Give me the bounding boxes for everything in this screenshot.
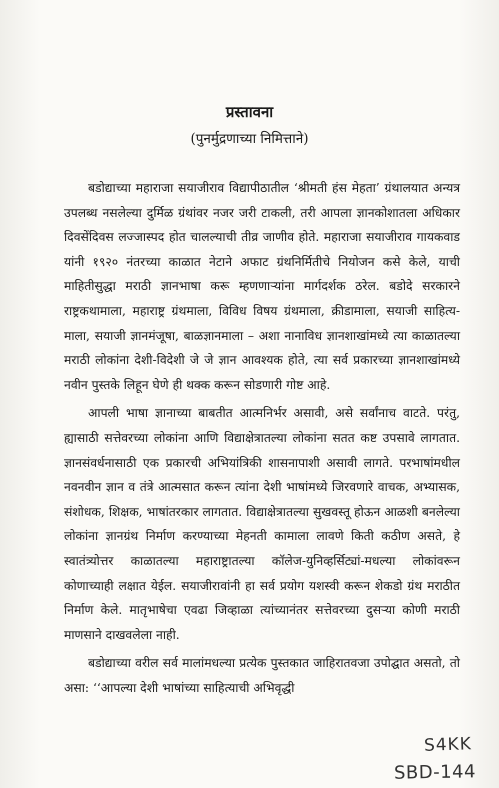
handwritten-code-1: S4KK: [423, 734, 473, 756]
page-title: प्रस्तावना: [225, 103, 274, 121]
handwritten-code-2: SBD-144: [393, 761, 477, 784]
show-through-text: [277, 62, 477, 134]
paragraph-2: आपली भाषा ज्ञानाच्या बाबतीत आत्मनिर्भर असावी, असे सर्वांनाच वाटते. परंतु, ह्यासाठी सत्तेवरच्या लोकांना आणि विद्याक्षेत्रातल्या लोकांना सतत कष्ट उपसावे लागतात. ज्ञानसंवर्धनासाठी एक प्रकारची अभियांत्रिकी शासनापाशी असावी लागते. परभाषांमधील नवनवीन ज्ञान व तंत्रे आत्मसात करून त्यांना देशी भाषांमध्ये जिरवणारे वाचक, अभ्यासक, संशोधक, शिक्षक, भाषांतरकार लागतात. विद्याक्षेत्रातल्या सुखवस्तू होऊन आळशी बनलेल्या लोकांना ज्ञानग्रंथ निर्माण करण्याच्या मेहनती कामाला लावणे किती कठीण असते, हे स्वातंत्र्योत्तर काळातल्या महाराष्ट्रातल्या कॉलेज-युनिव्हर्सिट्यां-मधल्या लोकांवरून कोणाच्याही लक्षात येईल. सयाजीरावांनी हा सर्व प्रयोग यशस्वी करून शेकडो ग्रंथ मराठीत निर्माण केले. मातृभाषेचा एवढा जिव्हाळा त्यांच्यानंतर सत्तेवरच्या दुसऱ्या कोणी मराठी माणसाने दाखवलेला नाही.: [64, 406, 460, 642]
body-text: [64, 176, 460, 700]
page-subtitle: (पुनर्मुद्रणाच्या निमित्ताने): [190, 131, 309, 147]
paragraph-1: बडोद्याच्या महाराजा सयाजीराव विद्यापीठातील ‘श्रीमती हंस मेहता’ ग्रंथालयात अन्यत्र उपलब्ध नसलेल्या दुर्मिळ ग्रंथांवर नजर जरी टाकली, तरी आपला ज्ञानकोशातला अधिकार दिवसेंदिवस लज्जास्पद होत चालल्याची तीव्र जाणीव होते. महाराजा सयाजीराव गायकवाड यांनी १९२० नंतरच्या काळात नेटाने अफाट ग्रंथनिर्मितीचे नियोजन कसे केले, याची माहितीसुद्धा मराठी ज्ञानभाषा करू म्हणणाऱ्यांना मार्गदर्शक ठरेल. बडोदे सरकारने राष्ट्रकथामाला, महाराष्ट्र ग्रंथमाला, विविध विषय ग्रंथमाला, क्रीडामाला, सयाजी साहित्य-माला, सयाजी ज्ञानमंजूषा, बाळज्ञानमाला – अशा नानाविध ज्ञानशाखांमध्ये त्या काळातल्या मराठी लोकांना देशी-विदेशी जे जे ज्ञान आवश्यक होते, त्या सर्व प्रकारच्या ज्ञानशाखांमध्ये नवीन पुस्तके लिहून घेणे ही थक्क करून सोडणारी गोष्ट आहे.: [64, 181, 460, 392]
paragraph-3: बडोद्याच्या वरील सर्व मालांमधल्या प्रत्येक पुस्तकात जाहिरातवजा उपोद्घात असतो, तो असा: ‘‘आपल्या देशी भाषांच्या साहित्याची अभिवृद्धी: [64, 656, 460, 695]
